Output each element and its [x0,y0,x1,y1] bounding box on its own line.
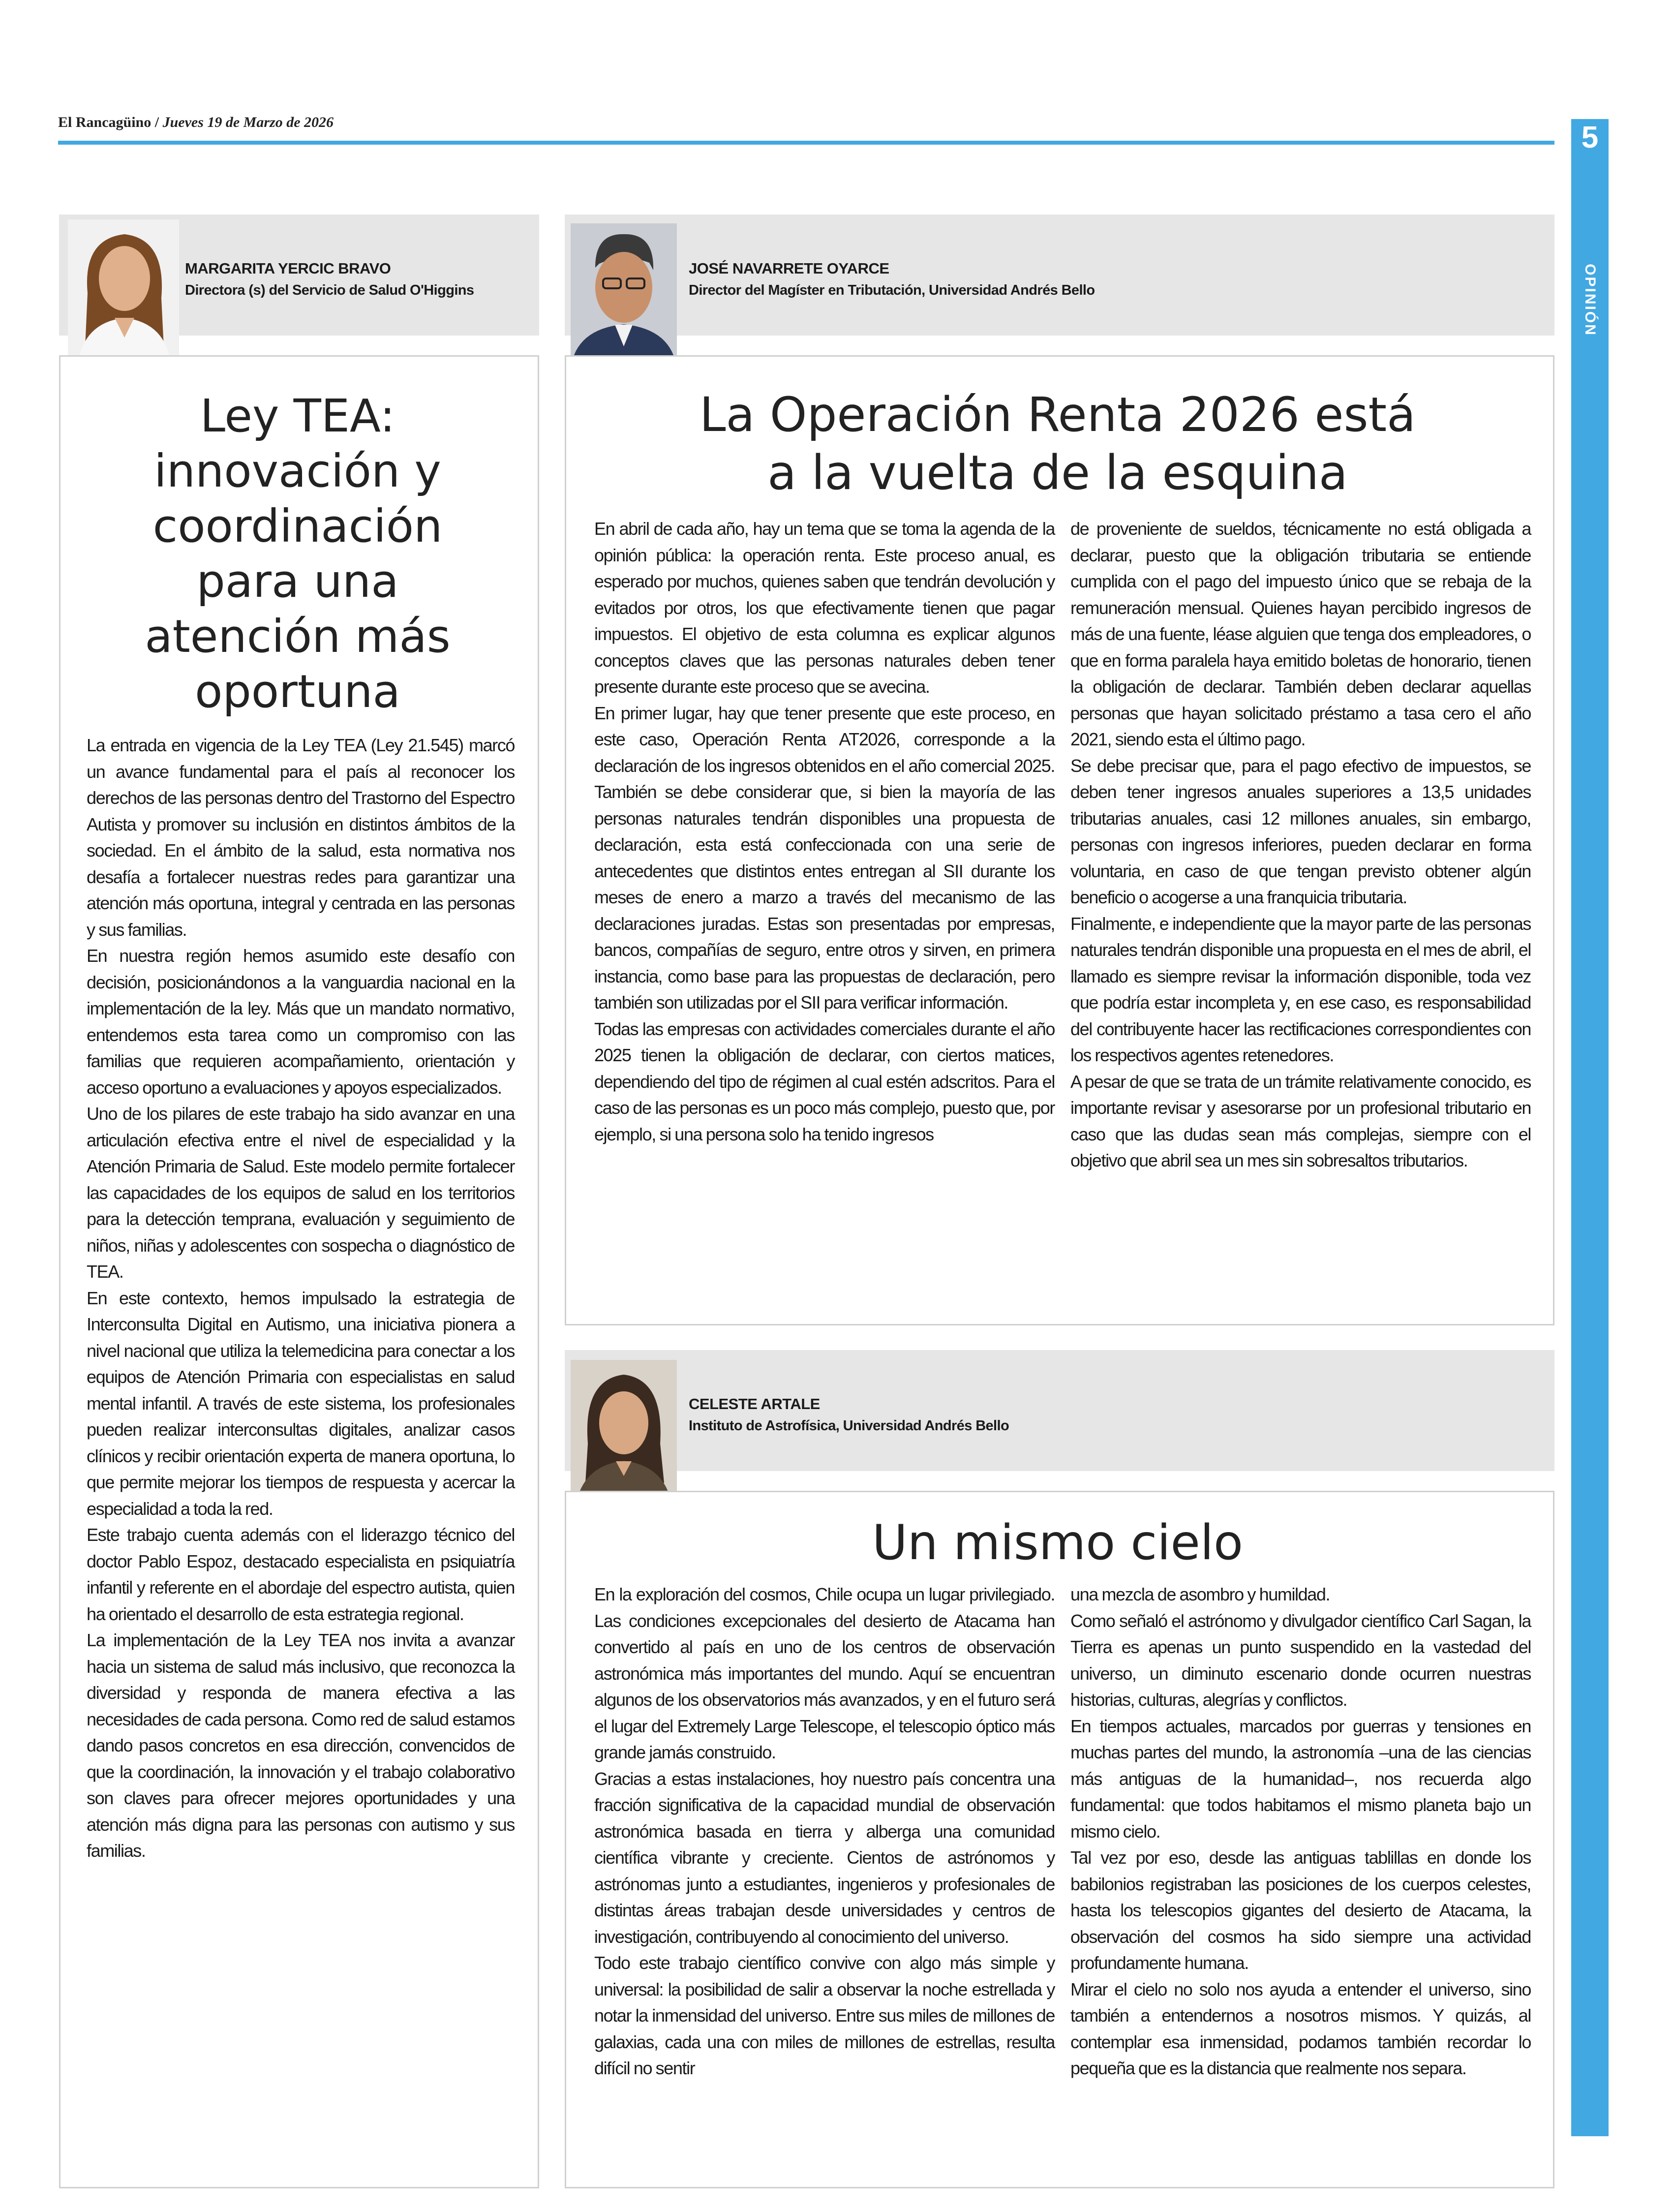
article-body-renta-col1 [594,516,1055,1147]
author-name-renta: JOSÉ NAVARRETE OYARCE [689,260,889,277]
author-role-cielo: Instituto de Astrofísica, Universidad Andrés Bello [689,1418,1009,1434]
article-body-renta-col2 [1070,516,1531,1174]
title-line: atención más [145,610,451,663]
page-side-bar [1571,119,1609,2136]
article-title-cielo: Un mismo cielo [872,1515,1243,1571]
title-line: oportuna [195,665,400,718]
paragraph: Este trabajo cuenta además con el liderazgo técnico del doctor Pablo Espoz, destacado especialista en psiquiatría infantil y referente en el abordaje del espectro autista, quien ha orientado el desarrollo de esta estrategia regional. [87,1525,515,1624]
page-number: 5 [1581,121,1599,154]
title-line: Ley TEA: [200,390,396,442]
article-body-tea [87,732,515,1864]
paragraph: En tiempos actuales, marcados por guerras y tensiones en muchas partes del mundo, la astronomía –una de las ciencias más antiguas de la humanidad–, nos recuerda algo fundamental: que todos habitamos el mismo planeta bajo un mismo cielo. [1070,1716,1531,1842]
paragraph: La implementación de la Ley TEA nos invita a avanzar hacia un sistema de salud más inclusivo, que reconozca la diversidad y responda de manera efectiva a las necesidades de cada persona. Como red de salud estamos dando pasos concretos en esa dirección, convencidos de que la coordinación, la innovación y el trabajo colaborativo son claves para ofrecer mejores oportunidades y una atención más digna para las personas con autismo y sus familias. [87,1630,515,1861]
paragraph: Gracias a estas instalaciones, hoy nuestro país concentra una fracción significativa de la capacidad mundial de observación astronómica basada en tierra y alberga una comunidad científica vibrante y creciente. Cientos de astrónomos y astrónomas junto a estudiantes, ingenieros y profesionales de distintas áreas trabajan desde universidades y centros de investigación, contribuyendo al conocimiento del universo. [594,1768,1055,1947]
paragraph: A pesar de que se trata de un trámite relativamente conocido, es importante revisar y asesorarse por un profesional tributario en caso que las dudas sean más complejas, siempre con el objetivo que abril sea un mes sin sobresaltos tributarios. [1070,1071,1531,1170]
paragraph: En abril de cada año, hay un tema que se toma la agenda de la opinión pública: la operación renta. Este proceso anual, es esperado por muchos, quienes saben que tendrán devolución y evitados por otros, los que efectivamente tienen que pagar impuestos. El objetivo de esta columna es explicar algunos conceptos claves que las personas naturales deben tener presente durante este proceso que se avecina. [594,519,1055,697]
title-line: a la vuelta de la esquina [767,445,1348,500]
paragraph: Mirar el cielo no solo nos ayuda a entender el universo, sino también a entendernos a nosotros mismos. Y quizás, al contemplar esa inmensidad, podamos también recordar lo pequeña que es la distancia que realmente nos separa. [1070,1979,1531,2078]
article-body-cielo-col1 [594,1581,1055,2082]
paragraph: Se debe precisar que, para el pago efectivo de impuestos, se deben tener ingresos anuales superiores a 13,5 unidades tributarias anuales, casi 12 millones anuales, sin embargo, personas con ingresos inferiores, pueden declarar en forma voluntaria, en caso de que tengan previsto obtener algún beneficio o acogerse a una franquicia tributaria. [1070,755,1531,907]
author-photo-renta [571,223,677,369]
author-role-tea: Directora (s) del Servicio de Salud O'Higgins [185,282,474,298]
header-rule [58,141,1554,145]
paragraph: Todo este trabajo científico convive con algo más simple y universal: la posibilidad de salir a observar la noche estrellada y notar la inmensidad del universo. Entre sus miles de millones de galaxias, cada una con miles de millones de estrellas, resulta difícil no sentir [594,1953,1055,2078]
paragraph: Uno de los pilares de este trabajo ha sido avanzar en una articulación efectiva entre el nivel de especialidad y la Atención Primaria de Salud. Este modelo permite fortalecer las capacidades de los equipos de salud en los territorios para la detección temprana, evaluación y seguimiento de niños, niñas y adolescentes con sospecha o diagnóstico de TEA. [87,1104,515,1282]
author-photo-tea [68,219,179,366]
paragraph: En primer lugar, hay que tener presente que este proceso, en este caso, Operación Renta AT2026, corresponde a la declaración de los ingresos obtenidos en el año comercial 2025. También se debe considerar que, si bien la mayoría de las personas naturales tendrán disponibles una propuesta de declaración, esta está confeccionada con una serie de antecedentes que distintos entes entregan al SII durante los meses de enero a marzo a través del mecanismo de las declaraciones juradas. Estas son presentadas por empresas, bancos, compañías de seguro, entre otros y sirven, en primera instancia, como base para las propuestas de declaración, pero también son utilizadas por el SII para verificar información. [594,703,1055,1013]
author-name-tea: MARGARITA YERCIC BRAVO [185,260,391,277]
title-line: innovación y [154,445,441,497]
paragraph: Todas las empresas con actividades comerciales durante el año 2025 tienen la obligación de declarar, con ciertos matices, dependiendo del tipo de régimen al cual estén adscritos. Para el caso de las personas es un poco más complejo, puesto que, por ejemplo, si una persona solo ha tenido ingresos [594,1018,1055,1144]
paragraph: En la exploración del cosmos, Chile ocupa un lugar privilegiado. Las condiciones excepcionales del desierto de Atacama han convertido al país en uno de los centros de observación astronómica más importantes del mundo. Aquí se encuentran algunos de los observatorios más avanzados, y en el futuro será el lugar del Extremely Large Telescope, el telescopio óptico más grande jamás construido. [594,1584,1055,1762]
author-photo-cielo [571,1360,677,1505]
paragraph: una mezcla de asombro y humildad. [1070,1584,1330,1604]
paragraph: En nuestra región hemos asumido este desafío con decisión, posicionándonos a la vanguardia nacional en la implementación de la ley. Más que un mandato normativo, entendemos esta tarea como un compromiso con las familias que requieren acompañamiento, orientación y acceso oportuno a evaluaciones y apoyos especializados. [87,946,515,1098]
paragraph: En este contexto, hemos impulsado la estrategia de Interconsulta Digital en Autismo, una iniciativa pionera a nivel nacional que utiliza la telemedicina para conectar a los equipos de Atención Primaria con especialistas en salud mental infantil. A través de este sistema, los profesionales pueden realizar interconsultas digitales, analizar casos clínicos y recibir orientación experta de manera oportuna, lo que permite mejorar los tiempos de respuesta y acercar la especialidad a toda la red. [87,1288,515,1519]
paragraph: de proveniente de sueldos, técnicamente no está obligada a declarar, puesto que la obligación tributaria se entiende cumplida con el pago del impuesto único que se rebaja de la remuneración mensual. Quienes hayan percibido ingresos de más de una fuente, léase alguien que tenga dos empleadores, o que en forma paralela haya emitido boletas de honorario, tienen la obligación de declarar. También deben declarar aquellas personas que hayan solicitado préstamo a tasa cero el año 2021, siendo esta el último pago. [1070,519,1531,749]
article-title-tea [74,389,521,719]
article-title-renta [590,386,1525,502]
article-body-cielo-col2 [1070,1581,1531,2082]
paragraph: Finalmente, e independiente que la mayor parte de las personas naturales tendrán disponible una propuesta en el mes de abril, el llamado es siempre revisar la información disponible, toda vez que podría estar incompleta y, en ese caso, es responsabilidad del contribuyente hacer las rectificaciones correspondientes con los respectivos agentes retenedores. [1070,913,1531,1065]
author-role-renta: Director del Magíster en Tributación, Universidad Andrés Bello [689,282,1095,298]
paragraph: Como señaló el astrónomo y divulgador científico Carl Sagan, la Tierra es apenas un punto suspendido en la vastedad del universo, un diminuto escenario donde ocurren nuestras historias, culturas, alegrías y conflictos. [1070,1610,1531,1710]
masthead-separator: / [154,114,159,130]
title-line: para una [196,555,399,608]
masthead-date: Jueves 19 de Marzo de 2026 [162,114,334,130]
paragraph: La entrada en vigencia de la Ley TEA (Ley 21.545) marcó un avance fundamental para el país al reconocer los derechos de las personas dentro del Trastorno del Espectro Autista y promover su inclusión en distintos ámbitos de la sociedad. En el ámbito de la salud, esta normativa nos desafía a fortalecer nuestras redes para garantizar una atención más oportuna, integral y centrada en las personas y sus familias. [87,735,515,940]
masthead [58,114,334,131]
masthead-paper: El Rancagüino [58,114,152,130]
section-label [1571,236,1609,364]
title-line: coordinación [152,500,443,553]
section-label-text: OPINIÓN [1582,264,1598,337]
author-name-cielo: CELESTE ARTALE [689,1395,820,1413]
paragraph: Tal vez por eso, desde las antiguas tablillas en donde los babilonios registraban las posiciones de los cuerpos celestes, hasta los telescopios gigantes del desierto de Atacama, la observación del cosmos ha sido siempre una actividad profundamente humana. [1070,1847,1531,1973]
title-line: La Operación Renta 2026 está [700,387,1416,442]
